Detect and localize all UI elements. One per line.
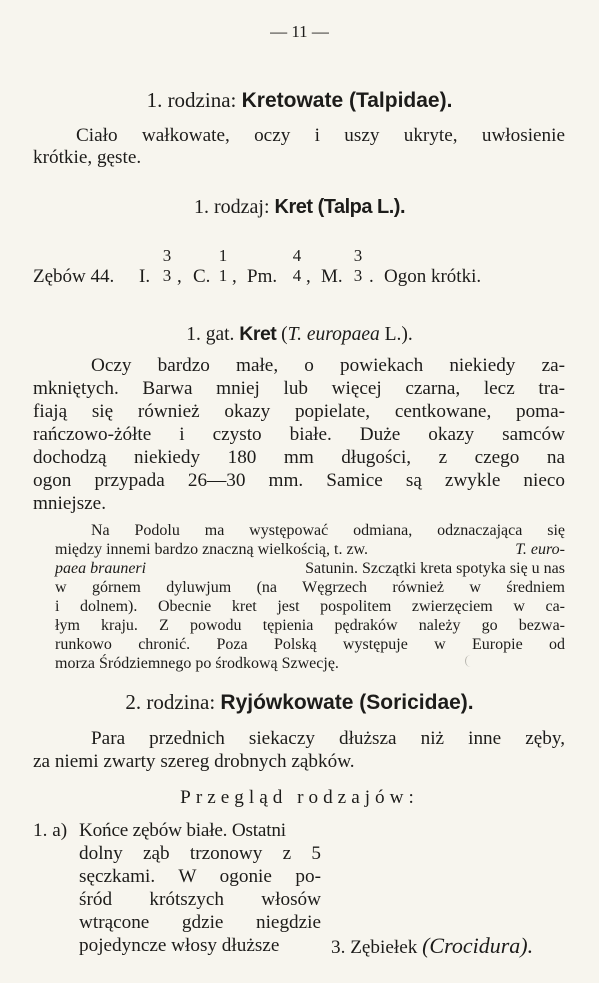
formula-lead: Zębów 44. xyxy=(33,266,115,287)
note-line-1: Na Podolu ma występować odmiana, odznaczająca się xyxy=(91,522,565,539)
formula-molar-upper: 3 xyxy=(353,246,363,265)
formula-molar-label: M. xyxy=(321,266,343,287)
note-line-4: w górnem dyluwjum (na Węgrzech również w średniem xyxy=(55,579,565,596)
key-result xyxy=(331,933,533,959)
species-heading-1-prefix: 1. gat. xyxy=(186,324,240,345)
key-title: Przegląd rodzajów: xyxy=(180,787,419,808)
note-line-3 xyxy=(55,560,565,578)
species-heading-1-name: Kret xyxy=(239,323,277,345)
family-1-desc-line-2: krótkie, gęste. xyxy=(33,147,142,168)
family-heading-2 xyxy=(0,690,599,715)
family-1-desc-line-1: Ciało wałkowate, oczy i uszy ukryte, uwłosienie xyxy=(76,125,565,146)
key-result-prefix: 3. Zębiełek xyxy=(331,937,418,958)
formula-premolar-upper: 4 xyxy=(292,246,302,265)
species-1-desc-line-7: mniejsze. xyxy=(33,493,106,514)
formula-molar-lower: 3 xyxy=(353,266,363,285)
formula-tail: Ogon krótki. xyxy=(384,266,482,287)
genus-heading-1-prefix: 1. rodzaj: xyxy=(193,196,275,218)
key-line-2: dolny ząb trzonowy z 5 xyxy=(79,843,321,864)
formula-premolar-label: Pm. xyxy=(247,266,278,287)
formula-incisor-label: I. xyxy=(139,266,151,287)
key-result-latin: (Crocidura). xyxy=(422,933,534,958)
note-line-2-italic: T. euro- xyxy=(515,541,565,558)
family-2-desc-line-1: Para przednich siekaczy dłuższa niż inne zęby, xyxy=(91,728,565,749)
family-2-desc-line-2: za niemi zwarty szereg drobnych ząbków. xyxy=(33,751,355,772)
family-heading-1 xyxy=(0,88,599,113)
key-line-6: pojedyncze włosy dłuższe xyxy=(79,935,280,956)
note-line-3-text: Satunin. Szczątki kreta spotyka się u nas xyxy=(305,560,565,577)
formula-canine-upper: 1 xyxy=(218,246,228,265)
key-line-4: śród krótszych włosów xyxy=(79,889,321,910)
note-line-5: i dolnem). Obecnie kret jest pospolitem zwierzęciem w ca- xyxy=(55,598,565,615)
note-line-8: morza Śródziemnego po środkową Szwecję. xyxy=(55,655,339,672)
species-1-desc-line-6: ogon przypada 26—30 mm. Samice są zwykle nieco xyxy=(33,470,565,491)
formula-period: . xyxy=(369,266,374,287)
pencil-mark xyxy=(465,655,476,667)
family-heading-1-name: Kretowate (Talpidae). xyxy=(241,89,453,112)
formula-canine-lower: 1 xyxy=(218,266,228,285)
species-heading-1 xyxy=(0,323,599,346)
note-line-2-text: między innemi bardzo znaczną wielkością, t. zw. xyxy=(55,541,369,558)
species-1-desc-line-5: dochodzą niekiedy 180 mm długości, z czego na xyxy=(33,447,565,468)
dental-formula xyxy=(33,240,573,310)
species-heading-1-close: L.). xyxy=(379,324,413,345)
key-line-3: sęczkami. W ogonie po- xyxy=(79,866,321,887)
page-number: — 11 — xyxy=(270,22,329,41)
formula-premolar-lower: 4 xyxy=(292,266,302,285)
formula-incisor-upper: 3 xyxy=(162,246,172,265)
key-line-1: Końce zębów białe. Ostatni xyxy=(79,820,286,841)
formula-comma-1: , xyxy=(177,266,182,287)
formula-canine-label: C. xyxy=(193,266,211,287)
formula-comma-3: , xyxy=(306,266,311,287)
genus-heading-1 xyxy=(0,196,599,219)
family-heading-2-prefix: 2. rodzina: xyxy=(125,690,221,714)
key-line-5: wtrącone gdzie niegdzie xyxy=(79,912,321,933)
key-entry-number: 1. a) xyxy=(33,820,68,841)
note-line-7: runkowo chronić. Poza Polską występuje w Europie od xyxy=(55,636,565,653)
family-heading-1-prefix: 1. rodzina: xyxy=(146,88,242,112)
note-line-3-italic: paea brauneri xyxy=(55,560,147,577)
species-1-desc-line-4: rańczowo-żółte i czysto białe. Duże okazy samców xyxy=(33,424,565,445)
species-heading-1-latin: T. europaea xyxy=(287,324,380,345)
formula-incisor-lower: 3 xyxy=(162,266,172,285)
family-heading-2-name: Ryjówkowate (Soricidae). xyxy=(220,691,474,714)
note-line-6: łym kraju. Z powodu tępienia pędraków należy go bezwa- xyxy=(55,617,565,634)
species-heading-1-open: ( xyxy=(276,324,288,345)
species-1-desc-line-3: fiają się również okazy popielate, centkowane, poma- xyxy=(33,401,565,422)
formula-comma-2: , xyxy=(232,266,237,287)
genus-heading-1-name: Kret (Talpa L.). xyxy=(274,196,406,218)
species-1-desc-line-2: mkniętych. Barwa mniej lub więcej czarna, lecz tra- xyxy=(33,378,565,399)
species-1-desc-line-1: Oczy bardzo małe, o powiekach niekiedy za- xyxy=(91,355,565,376)
note-line-2 xyxy=(55,541,565,559)
